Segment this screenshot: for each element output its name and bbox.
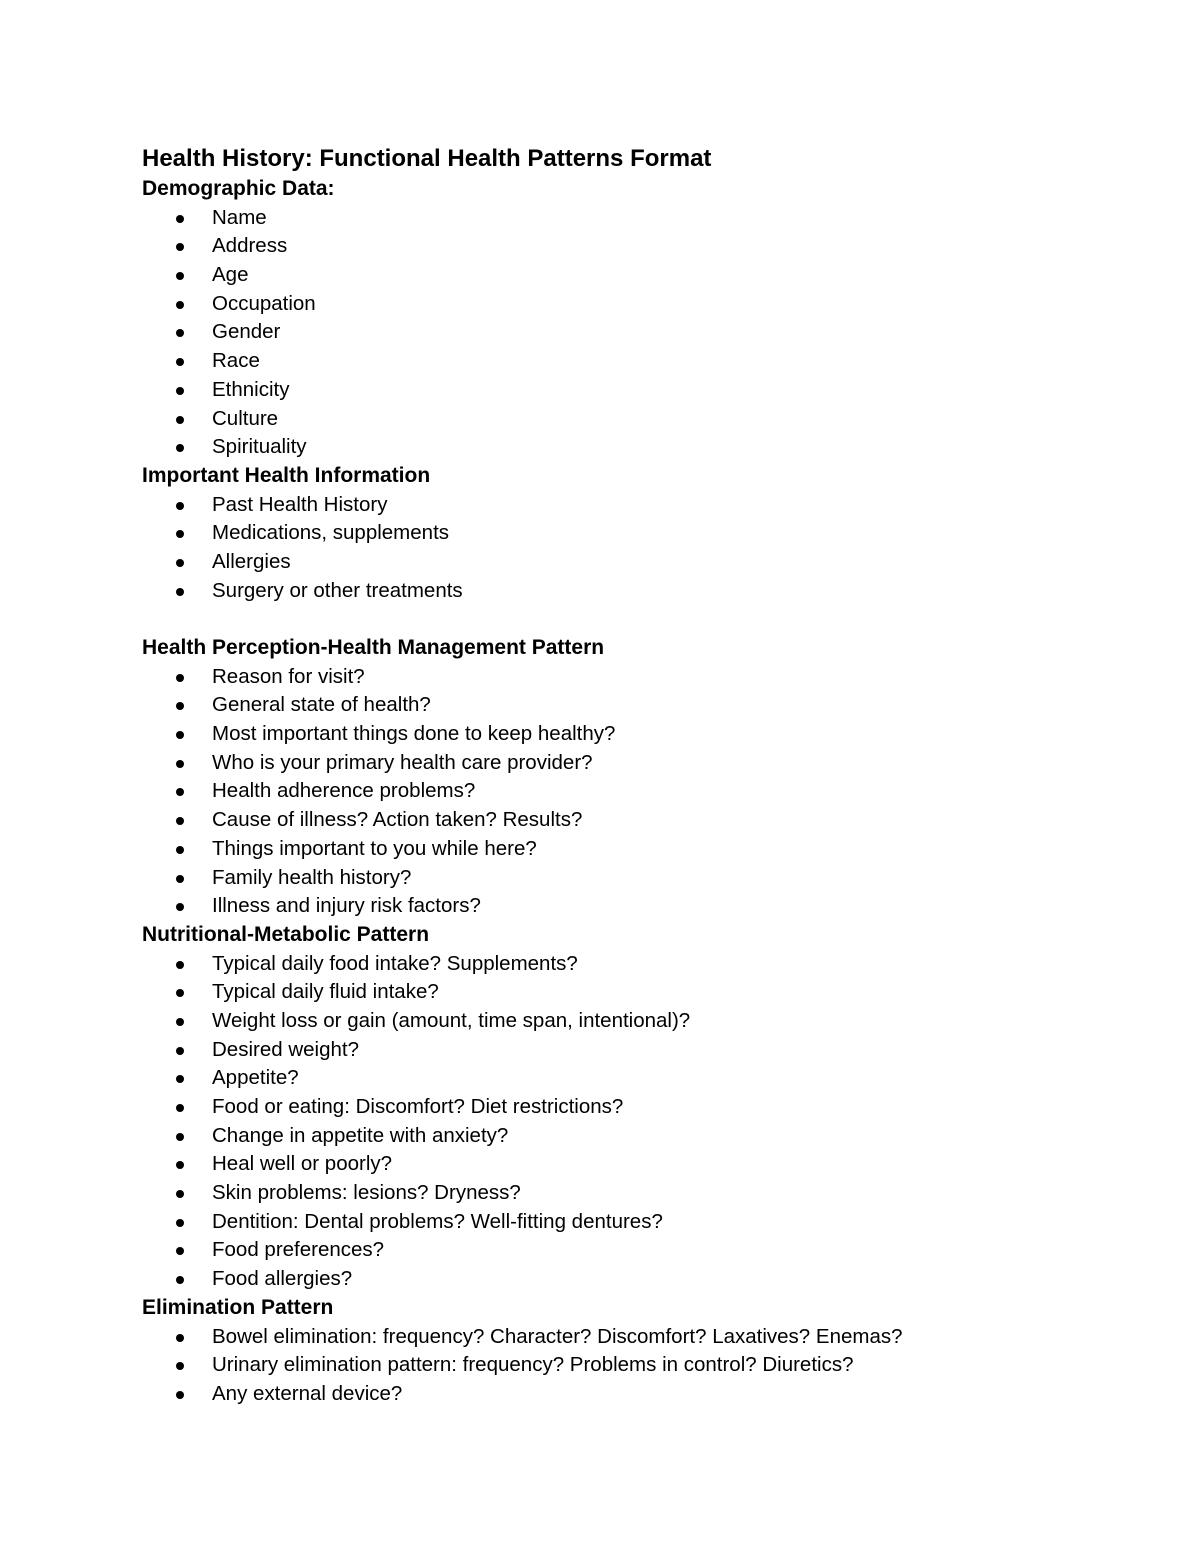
- list-item-text: Appetite?: [212, 1066, 299, 1090]
- list-item: [142, 1036, 1122, 1065]
- list-item: [142, 1064, 1122, 1093]
- bullet-icon: [176, 588, 184, 596]
- list-item-text: Bowel elimination: frequency? Character? Discomfort? Laxatives? Enemas?: [212, 1324, 903, 1348]
- list-item-text: Change in appetite with anxiety?: [212, 1123, 509, 1147]
- list-item: [142, 1208, 1122, 1237]
- section-heading: Health Perception-Health Management Pattern: [142, 636, 605, 659]
- document-page: [142, 143, 1122, 1409]
- list-item-text: Any external device?: [212, 1381, 403, 1405]
- bullet-icon: [176, 1334, 184, 1342]
- list-item: [142, 232, 1122, 261]
- bullet-list: [142, 950, 1122, 1294]
- list-item: [142, 691, 1122, 720]
- list-item: [142, 491, 1122, 520]
- list-item: [142, 290, 1122, 319]
- list-item: [142, 519, 1122, 548]
- bullet-icon: [176, 903, 184, 911]
- list-item-text: Address: [212, 234, 288, 258]
- list-item: [142, 749, 1122, 778]
- bullet-icon: [176, 444, 184, 452]
- bullet-icon: [176, 674, 184, 682]
- bullet-icon: [176, 530, 184, 538]
- list-item-text: Ethnicity: [212, 377, 290, 401]
- list-item-text: Dentition: Dental problems? Well-fitting dentures?: [212, 1209, 663, 1233]
- list-item-text: Typical daily food intake? Supplements?: [212, 951, 578, 975]
- bullet-icon: [176, 1104, 184, 1112]
- bullet-icon: [176, 1362, 184, 1370]
- list-item-text: Spirituality: [212, 435, 307, 459]
- section-heading: Important Health Information: [142, 463, 431, 487]
- bullet-icon: [176, 1219, 184, 1227]
- bullet-icon: [176, 215, 184, 223]
- bullet-icon: [176, 702, 184, 710]
- bullet-icon: [176, 1247, 184, 1255]
- list-item: [142, 347, 1122, 376]
- bullet-icon: [176, 1075, 184, 1083]
- bullet-list: [142, 491, 1122, 606]
- bullet-icon: [176, 961, 184, 969]
- list-item: [142, 577, 1122, 606]
- list-item: [142, 1093, 1122, 1122]
- list-item: [142, 892, 1122, 921]
- section-heading: Demographic Data:: [142, 177, 335, 200]
- bullet-list: [142, 204, 1122, 462]
- list-item-text: General state of health?: [212, 693, 431, 717]
- list-item: [142, 261, 1122, 290]
- list-item-text: Food or eating: Discomfort? Diet restrictions?: [212, 1095, 624, 1118]
- bullet-icon: [176, 989, 184, 997]
- list-item-text: Surgery or other treatments: [212, 578, 463, 602]
- list-item: [142, 1351, 1122, 1380]
- list-item-text: Typical daily fluid intake?: [212, 980, 439, 1004]
- list-item-text: Occupation: [212, 291, 316, 315]
- bullet-icon: [176, 1276, 184, 1284]
- list-item: [142, 204, 1122, 233]
- list-item-text: Skin problems: lesions? Dryness?: [212, 1181, 521, 1205]
- list-item-text: Most important things done to keep healthy?: [212, 722, 616, 746]
- list-item: [142, 1150, 1122, 1179]
- list-item: [142, 663, 1122, 692]
- list-item: [142, 835, 1122, 864]
- bullet-icon: [176, 329, 184, 337]
- list-item: [142, 864, 1122, 893]
- list-item: [142, 548, 1122, 577]
- list-item-text: Urinary elimination pattern: frequency? Problems in control? Diuretics?: [212, 1353, 854, 1377]
- bullet-list: [142, 1323, 1122, 1409]
- bullet-icon: [176, 817, 184, 825]
- list-item: [142, 777, 1122, 806]
- bullet-icon: [176, 1047, 184, 1055]
- list-item-text: Who is your primary health care provider?: [212, 750, 593, 774]
- list-item: [142, 318, 1122, 347]
- bullet-icon: [176, 243, 184, 251]
- bullet-icon: [176, 502, 184, 510]
- list-item-text: Race: [212, 349, 260, 373]
- bullet-icon: [176, 875, 184, 883]
- list-item-text: Family health history?: [212, 865, 412, 889]
- sections-container: [142, 175, 1122, 1409]
- bullet-icon: [176, 387, 184, 395]
- list-item-text: Gender: [212, 320, 281, 344]
- bullet-icon: [176, 301, 184, 309]
- bullet-icon: [176, 559, 184, 567]
- list-item-text: Name: [212, 205, 267, 229]
- list-item: [142, 376, 1122, 405]
- bullet-icon: [176, 358, 184, 366]
- bullet-icon: [176, 760, 184, 768]
- list-item-text: Culture: [212, 406, 279, 430]
- document-title: Health History: Functional Health Patterns Format: [142, 145, 712, 172]
- list-item-text: Heal well or poorly?: [212, 1152, 393, 1176]
- bullet-icon: [176, 1133, 184, 1141]
- list-item: [142, 1265, 1122, 1294]
- list-item: [142, 405, 1122, 434]
- list-item-text: Food allergies?: [212, 1267, 353, 1291]
- list-item-text: Illness and injury risk factors?: [212, 894, 481, 918]
- bullet-icon: [176, 788, 184, 796]
- list-item-text: Things important to you while here?: [212, 836, 537, 860]
- bullet-icon: [176, 1161, 184, 1169]
- list-item: [142, 720, 1122, 749]
- list-item-text: Medications, supplements: [212, 521, 450, 545]
- list-item-text: Food preferences?: [212, 1238, 385, 1262]
- list-item: [142, 1122, 1122, 1151]
- list-item-text: Health adherence problems?: [212, 779, 476, 803]
- list-item: [142, 1323, 1122, 1352]
- section-heading: Elimination Pattern: [142, 1295, 334, 1319]
- list-item: [142, 1380, 1122, 1409]
- list-item: [142, 433, 1122, 462]
- list-item: [142, 978, 1122, 1007]
- list-item-text: Desired weight?: [212, 1037, 359, 1061]
- list-item: [142, 1179, 1122, 1208]
- bullet-icon: [176, 731, 184, 739]
- list-item-text: Allergies: [212, 549, 291, 573]
- list-item: [142, 806, 1122, 835]
- list-item-text: Age: [212, 263, 249, 287]
- list-item-text: Cause of illness? Action taken? Results?: [212, 808, 583, 832]
- section-heading: Nutritional-Metabolic Pattern: [142, 922, 430, 946]
- list-item: [142, 950, 1122, 979]
- blank-line: [142, 605, 1122, 634]
- list-item-text: Reason for visit?: [212, 664, 365, 688]
- bullet-icon: [176, 1018, 184, 1026]
- list-item-text: Weight loss or gain (amount, time span, intentional)?: [212, 1008, 691, 1032]
- bullet-icon: [176, 272, 184, 280]
- bullet-list: [142, 663, 1122, 921]
- bullet-icon: [176, 1190, 184, 1198]
- list-item: [142, 1007, 1122, 1036]
- bullet-icon: [176, 1391, 184, 1399]
- list-item-text: Past Health History: [212, 492, 388, 516]
- bullet-icon: [176, 846, 184, 854]
- list-item: [142, 1236, 1122, 1265]
- bullet-icon: [176, 416, 184, 424]
